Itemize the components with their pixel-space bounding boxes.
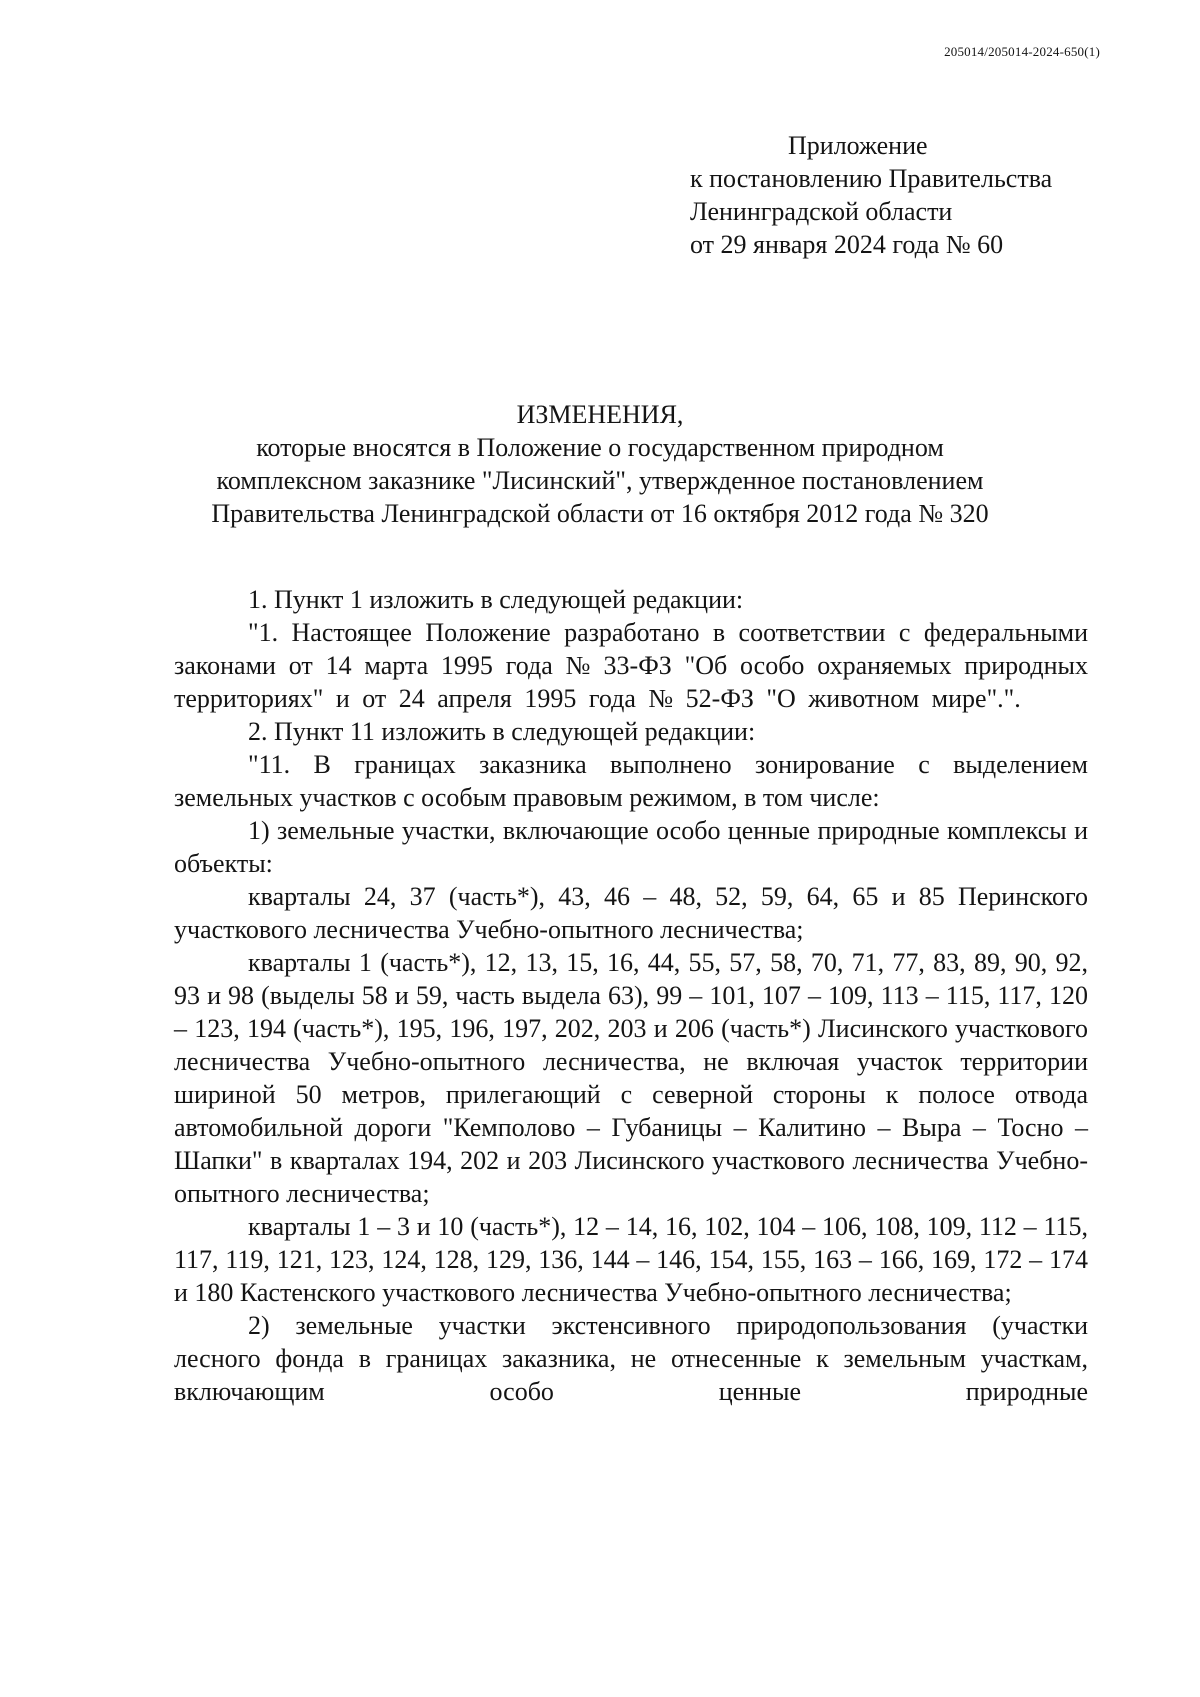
appendix-line: Ленинградской области — [690, 197, 953, 226]
appendix-line: Приложение — [788, 131, 928, 160]
paragraph-lisinskoe: кварталы 1 (часть*), 12, 13, 15, 16, 44, 55, 57, 58, 70, 71, 77, 83, 89, 90, 92, 93 и 98 (выделы 58 и 59, часть выдела 63), 99 – 101, 107 – 109, 113 – 115, 117, 120 – 123, 194 (часть*), 195, 196, 197, 202, 203 и 206 (часть*) Лисинского участкового лесничества Учебно-опытного лесничества, не включая участок территории шириной 50 метров, прилегающий с северной стороны к полосе отвода автомобильной дороги "Кемполово – Губаницы – Калитино – Выра – Тосно – Шапки" в кварталах 194, 202 и 203 Лисинского участкового лесничества Учебно-опытного лесничества; — [174, 948, 1088, 1208]
title-subtitle-line: Правительства Ленинградской области от 16 октября 2012 года № 320 — [211, 499, 989, 528]
paragraph-perinskoe: кварталы 24, 37 (часть*), 43, 46 – 48, 52, 59, 64, 65 и 85 Перинского участкового лесничества Учебно-опытного лесничества; — [174, 882, 1088, 944]
paragraph-kastenskoe: кварталы 1 – 3 и 10 (часть*), 12 – 14, 16, 102, 104 – 106, 108, 109, 112 – 115, 117, 119, 121, 123, 124, 128, 129, 136, 144 – 146, 154, 155, 163 – 166, 169, 172 – 174 и 180 Кастенского участкового лесничества Учебно-опытного лесничества; — [174, 1212, 1088, 1307]
appendix-line: от 29 января 2024 года № 60 — [690, 230, 1004, 259]
paragraph-item-1-text: "1. Настоящее Положение разработано в соответствии с федеральными законами от 14 марта 1995 года № 33-ФЗ "Об особо охраняемых природных территориях" и от 24 апреля 1995 года № 52-ФЗ "О животном мире".". — [174, 618, 1088, 713]
paragraph-item-2: 2. Пункт 11 изложить в следующей редакции: — [248, 717, 756, 746]
document-id: 205014/205014-2024-650(1) — [944, 44, 1100, 59]
appendix-line: к постановлению Правительства — [690, 164, 1053, 193]
paragraph-zone-2: 2) земельные участки экстенсивного природопользования (участки лесного фонда в границах заказника, не отнесенные к земельным участкам, включающим особо ценные природные — [174, 1311, 1088, 1406]
paragraph-item-1: 1. Пункт 1 изложить в следующей редакции: — [248, 585, 744, 614]
document-title — [0, 398, 1200, 530]
paragraph-item-11-text: "11. В границах заказника выполнено зонирование с выделением земельных участков с особым правовым режимом, в том числе: — [174, 750, 1088, 812]
document-body — [174, 583, 1088, 1408]
title-heading: ИЗМЕНЕНИЯ, — [516, 400, 684, 429]
paragraph-zone-1: 1) земельные участки, включающие особо ценные природные комплексы и объекты: — [174, 816, 1088, 878]
appendix-block — [690, 129, 1052, 261]
title-subtitle-line: которые вносятся в Положение о государственном природном — [256, 433, 944, 462]
title-subtitle-line: комплексном заказнике "Лисинский", утвержденное постановлением — [216, 466, 984, 495]
